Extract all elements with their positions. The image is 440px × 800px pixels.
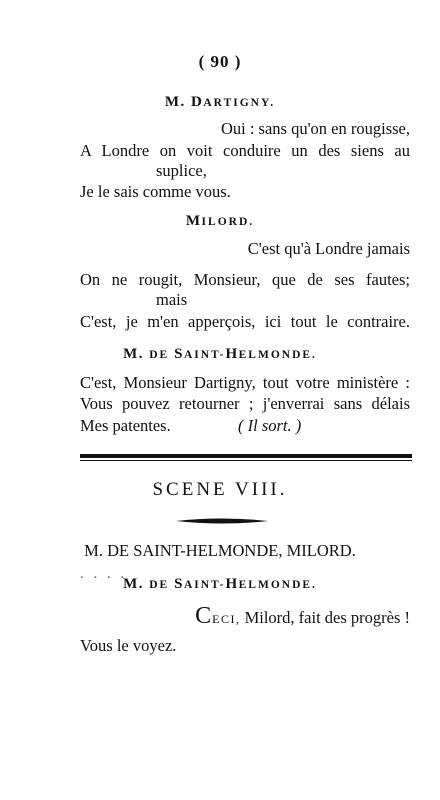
verse-line: Oui : sans qu'on en rougisse, (220, 119, 410, 138)
ornament-divider-icon (176, 517, 268, 525)
speaker-heading-saint-helmonde (0, 344, 440, 365)
scene-title: SCENE VIII. (152, 479, 288, 500)
verse-line: C'est, je m'en apperçois, ici tout le contraire. (80, 312, 410, 331)
stray-dots: . . . . (80, 566, 128, 582)
speaker-smallcaps: AINT- (183, 349, 226, 361)
verse-text: Milord, fait des progrès ! (240, 608, 410, 627)
speaker-smallcaps: ELMONDE. (238, 579, 317, 591)
speaker-initial: M. (123, 576, 150, 592)
speaker-initial: H (225, 346, 239, 362)
speaker-initial: M. (123, 346, 150, 362)
page-number: ( 90 ) (198, 52, 242, 71)
speaker-initial: H (225, 576, 239, 592)
drop-cap: C (195, 603, 213, 629)
scene-persons: M. DE SAINT-HELMONDE, MILORD. (84, 541, 356, 560)
speaker-smallcaps: ELMONDE. (238, 349, 317, 361)
verse-continuation: suplice, (156, 161, 207, 180)
verse-line: Vous le voyez. (80, 636, 177, 655)
speaker-initial: M. D (164, 94, 204, 110)
smallcaps-word: ECI, (212, 612, 241, 626)
speaker-initial: S (174, 576, 184, 592)
verse-line: On ne rougit, Monsieur, que de ses fautes; (80, 270, 410, 289)
speaker-initial: S (174, 346, 184, 362)
stage-direction: ( Il sort. ) (238, 416, 302, 435)
speaker-heading-saint-helmonde (0, 574, 440, 595)
section-divider (80, 454, 412, 461)
speaker-heading-milord (0, 211, 440, 232)
verse-line: A Londre on voit conduire un des siens au (80, 141, 410, 160)
verse-line: Vous pouvez retourner ; j'enverrai sans délais (80, 394, 410, 413)
speaker-initial: M (185, 213, 202, 229)
speaker-smallcaps: ILORD. (201, 216, 255, 228)
verse-continuation: mais (156, 290, 188, 309)
verse-line (195, 603, 410, 629)
verse-line: C'est qu'à Londre jamais (247, 239, 410, 258)
speaker-smallcaps: DE (149, 349, 175, 361)
speaker-heading-dartigny (0, 92, 440, 113)
verse-line: Mes patentes. (80, 416, 171, 435)
verse-line: Je le sais comme vous. (80, 182, 231, 201)
verse-line: C'est, Monsieur Dartigny, tout votre ministère : (80, 373, 410, 392)
speaker-smallcaps: AINT- (183, 579, 226, 591)
speaker-smallcaps: DE (149, 579, 175, 591)
speaker-smallcaps: ARTIGNY. (203, 97, 276, 109)
